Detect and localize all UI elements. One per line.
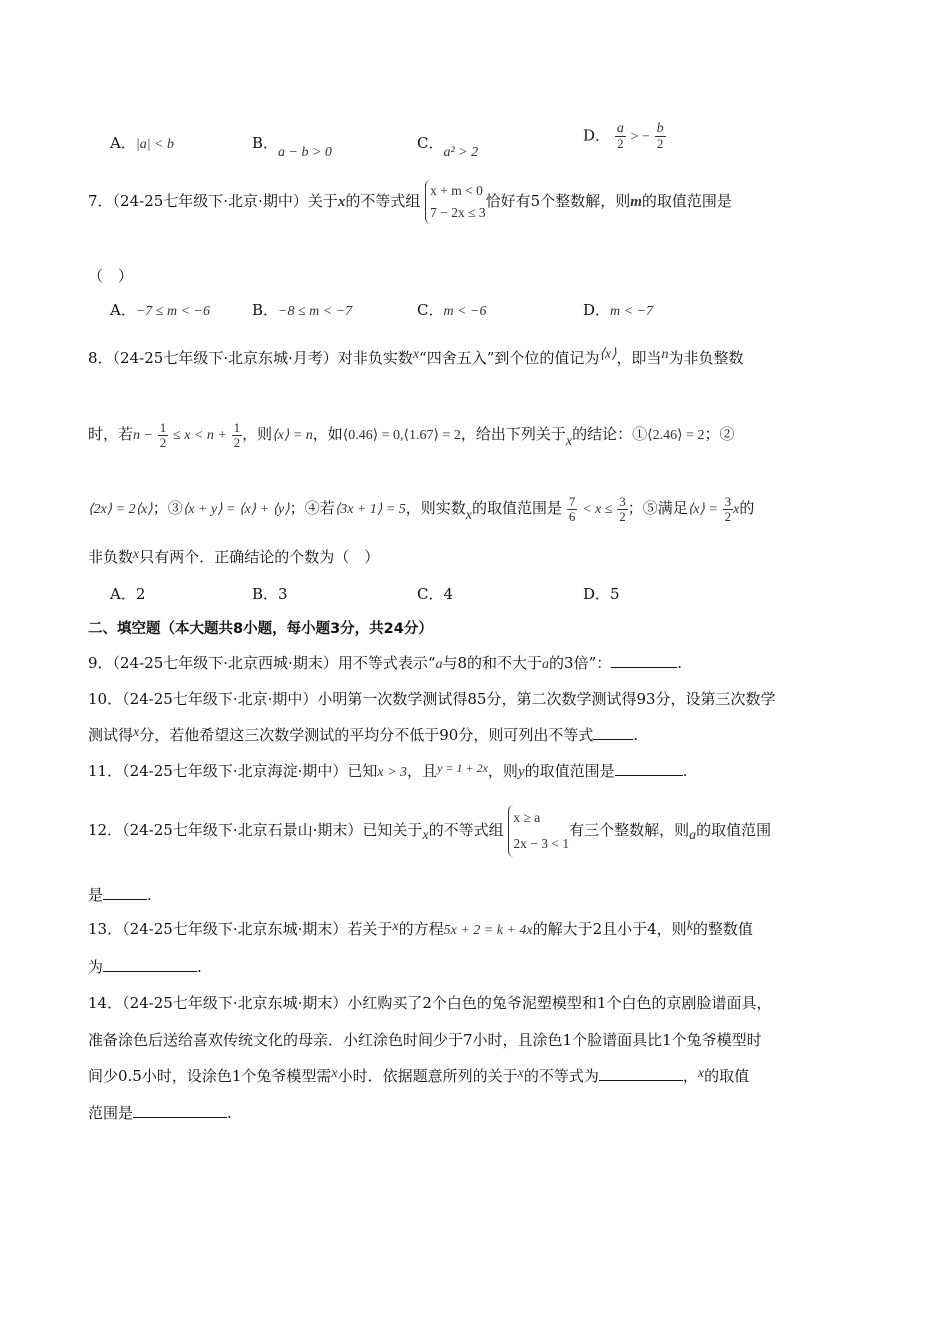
- q8-line-1: [88, 348, 744, 370]
- question-text: 间少0.5小时，设涂色1个兔爷模型需: [88, 1067, 332, 1085]
- fraction-numerator: 1: [233, 419, 241, 435]
- math-variable: x: [412, 347, 420, 362]
- q14-line-2: 准备涂色后送给喜欢传统文化的母亲．小红涂色时间少于7小时，且涂色1个脸谱面具比1个兔爷模型时: [88, 1031, 762, 1049]
- question-text: 测试得: [88, 726, 134, 744]
- fraction-denominator: 2: [233, 434, 241, 450]
- fraction-numerator: a: [616, 121, 624, 136]
- math-variable: a: [689, 828, 697, 843]
- question-text: ；⑤满足: [627, 499, 688, 517]
- question-text: ，则: [242, 425, 273, 443]
- q8-line-3: [88, 490, 754, 528]
- question-text: 13．（24-25七年级下·北京东城·期末）若关于: [88, 920, 393, 938]
- q8-option-b: B．3: [252, 585, 288, 603]
- math-variable: a: [542, 657, 550, 672]
- option-label: B．: [252, 134, 279, 152]
- question-text: .: [633, 726, 639, 744]
- math-expression: −7 ≤ m < −6: [135, 304, 210, 319]
- question-text: 的解大于2且小于4，则: [532, 920, 687, 938]
- math-expression: y = 1 + 2x: [437, 761, 488, 775]
- math-expression: a − b > 0: [278, 145, 332, 160]
- math-expression: −8 ≤ m < −7: [278, 304, 353, 319]
- question-text: 是: [88, 886, 104, 904]
- system-line: 2x − 3 < 1: [513, 836, 570, 851]
- q6-option-a: [110, 133, 174, 155]
- inequality-system: [508, 805, 569, 857]
- fraction-denominator: 2: [656, 136, 664, 151]
- q7-option-d: [583, 300, 653, 322]
- question-text: 与8的和不大于: [442, 654, 543, 672]
- math-expression: x > 3: [377, 765, 408, 780]
- math-variable: x: [517, 1066, 524, 1081]
- q7-option-a: [110, 300, 210, 322]
- question-text: 为: [88, 958, 104, 976]
- math-expression: ⟨x⟩: [599, 347, 617, 362]
- question-text: ，如: [312, 425, 343, 443]
- q12-line-2: [88, 885, 152, 905]
- question-text: ；③: [152, 499, 183, 517]
- fraction-numerator: 1: [159, 419, 167, 435]
- q7-option-c: [417, 300, 487, 322]
- fraction: [723, 495, 734, 524]
- q8-option-a: A．2: [110, 585, 146, 603]
- q14-line-3: [88, 1066, 749, 1088]
- math-variable: x: [733, 502, 740, 517]
- q13-stem: [88, 919, 753, 941]
- question-text: 恰好有5个整数解，则: [485, 192, 631, 210]
- math-expression: ⟨x⟩ = n: [272, 428, 313, 443]
- fraction-numerator: 3: [619, 493, 626, 509]
- math-expression: ≤ x < n +: [173, 428, 227, 443]
- inequality-system: [425, 180, 486, 224]
- question-text: 的不等式组: [345, 192, 421, 210]
- option-label: D．: [583, 301, 611, 319]
- math-expression: ⟨0.46⟩ = 0,⟨1.67⟩ = 2: [342, 428, 461, 443]
- question-text: “四舍五入”到个位的值记为: [419, 349, 600, 367]
- option-label: A．: [110, 301, 136, 319]
- question-text: ；④若: [289, 499, 335, 517]
- math-expression: 5x + 2 = k + 4x: [443, 923, 533, 938]
- math-variable: x: [133, 725, 140, 740]
- fraction: [655, 122, 666, 151]
- option-label: A．: [110, 134, 136, 152]
- question-text: 的不等式为: [523, 1067, 599, 1085]
- math-variable: n: [661, 347, 669, 362]
- fraction-numerator: b: [656, 121, 664, 136]
- question-text: 的取值范围是: [472, 499, 563, 517]
- fraction-denominator: 2: [159, 434, 167, 450]
- math-expression: m < −6: [443, 304, 487, 319]
- question-text: .: [147, 886, 152, 904]
- question-text: 时，若: [88, 425, 134, 443]
- question-text: 范围是: [88, 1104, 134, 1122]
- math-variable: y: [517, 764, 525, 780]
- fraction-denominator: 2: [619, 508, 626, 524]
- math-expression: m < −7: [610, 304, 654, 319]
- math-expression: ⟨x + y⟩ = ⟨x⟩ + ⟨y⟩: [182, 502, 290, 517]
- option-label: D．: [583, 126, 611, 145]
- fraction-denominator: 6: [568, 508, 576, 524]
- question-text: 的取值范围: [696, 821, 772, 839]
- math-variable: a: [435, 657, 443, 672]
- fraction: [232, 421, 243, 450]
- q6-option-c: [417, 133, 479, 160]
- q7-option-b: [252, 300, 352, 322]
- question-text: ，且: [407, 762, 438, 780]
- question-text: ，: [682, 1067, 698, 1085]
- question-text: 12．（24-25七年级下·北京石景山·期末）已知关于: [88, 821, 423, 839]
- question-text: 的: [739, 499, 755, 517]
- q13-line-2: [88, 957, 202, 977]
- q8-option-d: D．5: [583, 585, 620, 603]
- q7-paren: （ ）: [88, 267, 134, 285]
- fraction: [615, 122, 626, 151]
- system-line: x + m < 0: [430, 183, 483, 198]
- question-text: 小时．依据题意所列的关于: [337, 1067, 518, 1085]
- math-expression: ⟨3x + 1⟩ = 5: [334, 502, 406, 517]
- answer-blank[interactable]: [611, 653, 677, 668]
- fraction-numerator: 7: [568, 493, 576, 509]
- answer-blank[interactable]: [103, 885, 147, 900]
- question-text: 非负数: [88, 548, 134, 566]
- section-heading: 二、填空题（本大题共8小题，每小题3分，共24分）: [88, 621, 433, 637]
- q10-line-2: [88, 725, 638, 747]
- fraction-numerator: 3: [724, 493, 732, 509]
- math-variable: k: [686, 919, 693, 934]
- question-text: 的整数值: [692, 920, 753, 938]
- math-expression: |a| < b: [135, 137, 174, 152]
- question-text: 9．（24-25七年级下·北京西城·期末）用不等式表示“: [88, 654, 436, 672]
- math-variable: x: [337, 194, 346, 210]
- system-line: 7 − 2x ≤ 3: [430, 205, 486, 220]
- fraction: [567, 495, 578, 524]
- math-expression: ⟨2.46⟩ = 2: [647, 428, 705, 443]
- math-variable: x: [565, 434, 573, 449]
- math-variable: m: [630, 194, 642, 210]
- answer-blank[interactable]: [103, 957, 197, 972]
- fraction-denominator: 2: [724, 508, 732, 524]
- math-expression: a² > 2: [443, 145, 479, 160]
- math-variable: x: [465, 508, 473, 523]
- q6-option-d: [583, 122, 666, 151]
- answer-blank[interactable]: [615, 761, 683, 776]
- q12-stem: [88, 795, 771, 867]
- question-text: 的取值范围是: [524, 762, 615, 780]
- question-text: ；②: [704, 425, 735, 443]
- option-label: C．: [417, 301, 444, 319]
- question-text: 的不等式组: [428, 821, 504, 839]
- q11-stem: [88, 761, 687, 783]
- answer-blank[interactable]: [133, 1103, 227, 1118]
- q14-line-4: [88, 1103, 232, 1123]
- question-text: 分，若他希望这三次数学测试的平均分不低于90分，则可列出不等式: [139, 726, 594, 744]
- answer-blank[interactable]: [593, 725, 633, 740]
- question-text: .: [682, 762, 688, 780]
- question-text: .: [227, 1104, 232, 1122]
- q9-stem: [88, 653, 682, 675]
- option-label: C．: [417, 134, 444, 152]
- math-variable: x: [422, 828, 429, 843]
- question-text: ，给出下列关于: [460, 425, 566, 443]
- math-variable: x: [392, 919, 399, 934]
- question-text: ，则实数: [405, 499, 466, 517]
- question-text: 只有两个．正确结论的个数为（ ）: [139, 548, 380, 566]
- question-text: 的结论：①: [572, 425, 648, 443]
- system-line: x ≥ a: [513, 810, 541, 825]
- q8-line-4: [88, 547, 379, 569]
- math-expression: n −: [133, 428, 153, 443]
- question-text: 7．（24-25七年级下·北京·期中）关于: [88, 192, 338, 210]
- question-text: 8．（24-25七年级下·北京东城·月考）对非负实数: [88, 349, 413, 367]
- question-text: 的方程: [398, 920, 444, 938]
- fraction: [617, 495, 628, 524]
- fraction: [158, 421, 169, 450]
- q8-option-c: C．4: [417, 585, 454, 603]
- option-label: B．: [252, 301, 279, 319]
- question-text: ，即当: [616, 349, 662, 367]
- question-text: 11．（24-25七年级下·北京海淀·期中）已知: [88, 762, 378, 780]
- math-variable: x: [133, 547, 140, 562]
- question-text: ，则: [487, 762, 518, 780]
- math-variable: x: [697, 1066, 705, 1081]
- question-text: 的取值: [704, 1067, 750, 1085]
- math-expression: ⟨x⟩ =: [687, 502, 718, 517]
- question-text: 有三个整数解，则: [569, 821, 690, 839]
- question-text: .: [677, 654, 683, 672]
- q7-stem: [88, 176, 732, 227]
- math-variable: x: [331, 1066, 338, 1081]
- math-expression: ⟨2x⟩ = 2⟨x⟩: [88, 502, 153, 517]
- q14-line-1: 14．（24-25七年级下·北京东城·期末）小红购买了2个白色的兔爷泥塑模型和1个白色的京剧脸谱面具，: [88, 994, 772, 1012]
- answer-blank[interactable]: [599, 1066, 683, 1081]
- math-expression: < x ≤: [582, 502, 613, 517]
- question-text: 的取值范围是: [641, 192, 732, 210]
- q10-line-1: 10．（24-25七年级下·北京·期中）小明第一次数学测试得85分，第二次数学测试得93分，设第三次数学: [88, 690, 776, 708]
- question-text: .: [197, 958, 202, 976]
- question-text: 的3倍”：: [549, 654, 612, 672]
- fraction-denominator: 2: [617, 136, 624, 151]
- question-text: 为非负整数: [668, 349, 744, 367]
- q8-line-2: [88, 416, 734, 454]
- q6-option-b: [252, 133, 332, 160]
- math-expression: > −: [630, 129, 650, 145]
